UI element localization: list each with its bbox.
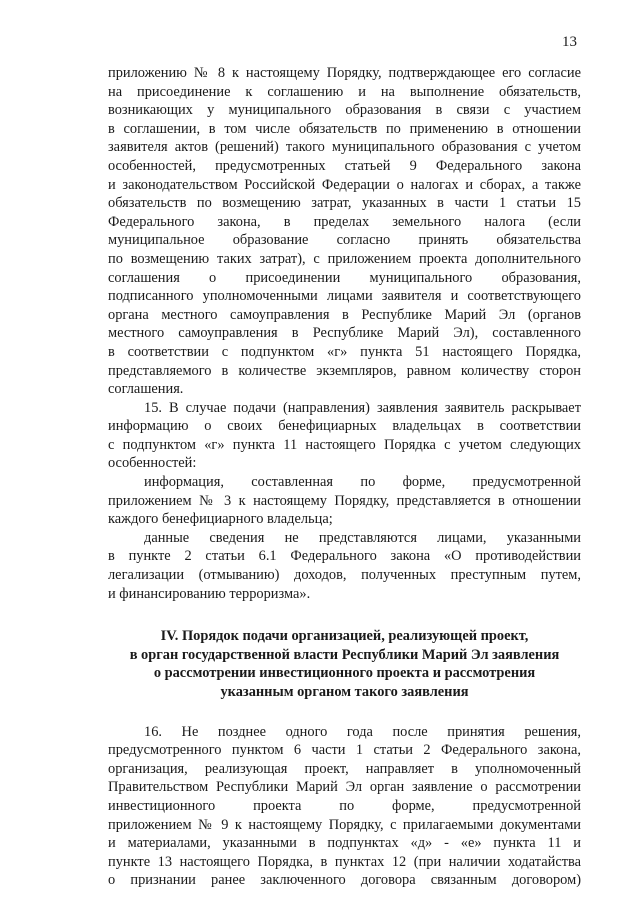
heading-line: IV. Порядок подачи организацией, реализующей проект,: [160, 628, 529, 645]
text-line: предусмотренного пунктом 6 части 1 статьи 2 Федерального закона,: [108, 742, 581, 759]
heading-line: указанным органом такого заявления: [220, 684, 469, 700]
text-line: соглашения о присоединении муниципального образования,: [108, 269, 581, 286]
text-line: в соответствии с подпунктом «г» пункта 51 настоящего Порядка,: [108, 343, 581, 360]
heading-line: в орган государственной власти Республики Марий Эл заявления: [129, 646, 560, 663]
text-line: особенностей, предусмотренных статьей 9 Федерального закона: [108, 157, 581, 174]
text-line: информация, составленная по форме, предусмотренной: [144, 474, 581, 491]
section-heading: [108, 627, 581, 701]
text-line: информацию о своих бенефициарных владельцах в соответствии: [108, 418, 581, 435]
text-line: организация, реализующая проект, направляет в уполномоченный: [108, 760, 581, 777]
text-line: заявителя актов (решений) такого муниципального образования с учетом: [108, 139, 581, 156]
page-number: 13: [562, 34, 577, 50]
paragraph-15: [108, 399, 581, 473]
paragraph-15-item-1: [108, 473, 581, 529]
text-line: приложением № 9 к настоящему Порядку, с прилагаемыми документами: [108, 816, 581, 833]
text-line: Правительством Республики Марий Эл орган заявление о рассмотрении: [108, 779, 581, 796]
text-line: в пункте 2 статьи 6.1 Федерального закона «О противодействии: [108, 548, 581, 565]
text-line: приложением № 3 к настоящему Порядку, представляется в отношении: [108, 492, 581, 509]
text-line: местного самоуправления в Республике Марий Эл), составленного: [108, 325, 581, 342]
text-line: возникающих у муниципального образования в связи с участием: [108, 102, 581, 119]
page-body: [108, 64, 581, 890]
paragraph-15-item-2: [108, 529, 581, 603]
text-line: о признании ранее заключенного договора связанным договором): [108, 872, 581, 889]
paragraph-continuation: [108, 64, 581, 399]
text-line: по возмещению таких затрат), с приложением проекта дополнительного: [108, 250, 581, 267]
text-line: и законодательством Российской Федерации о налогах и сборах, а также: [108, 176, 581, 193]
text-line: органа местного самоуправления в Республике Марий Эл (органов: [108, 306, 581, 323]
text-line: приложению № 8 к настоящему Порядку, подтверждающее его согласие: [108, 65, 581, 81]
text-line: и финансированию терроризма».: [108, 585, 311, 602]
text-line: данные сведения не представляются лицами, указанными: [144, 529, 581, 546]
text-line: представляемого в количестве экземпляров, равном количеству сторон: [108, 362, 581, 379]
text-line: с подпунктом «г» пункта 11 настоящего Порядка с учетом следующих: [108, 436, 581, 453]
text-line: и материалами, указанными в подпунктах «д» - «е» пункта 11 и: [108, 835, 581, 852]
text-line: обязательств по возмещению затрат, указанных в части 1 статьи 15: [108, 195, 581, 212]
text-line: на присоединение к соглашению и на выполнение обязательств,: [108, 83, 581, 100]
text-line: 16. Не позднее одного года после принятия решения,: [144, 723, 581, 740]
heading-line: о рассмотрении инвестиционного проекта и рассмотрения: [153, 665, 536, 682]
text-line: Федерального закона, в пределах земельного налога (если: [108, 213, 581, 230]
text-line: особенностей:: [108, 455, 197, 472]
text-line: подписанного уполномоченными лицами заявителя и соответствующего: [108, 288, 581, 305]
text-line: инвестиционного проекта по форме, предусмотренной: [108, 797, 581, 814]
text-line: соглашения.: [108, 381, 184, 398]
text-line: каждого бенефициарного владельца;: [108, 511, 333, 528]
text-line: в соглашении, в том числе обязательств по применению в отношении: [108, 120, 581, 137]
text-line: муниципальное образование согласно принять обязательства: [108, 232, 581, 249]
paragraph-16: [108, 723, 581, 890]
text-line: легализации (отмыванию) доходов, полученных преступным путем,: [108, 567, 581, 584]
text-line: пункте 13 настоящего Порядка, в пунктах 12 (при наличии ходатайства: [108, 853, 581, 870]
text-line: 15. В случае подачи (направления) заявления заявитель раскрывает: [144, 399, 581, 416]
